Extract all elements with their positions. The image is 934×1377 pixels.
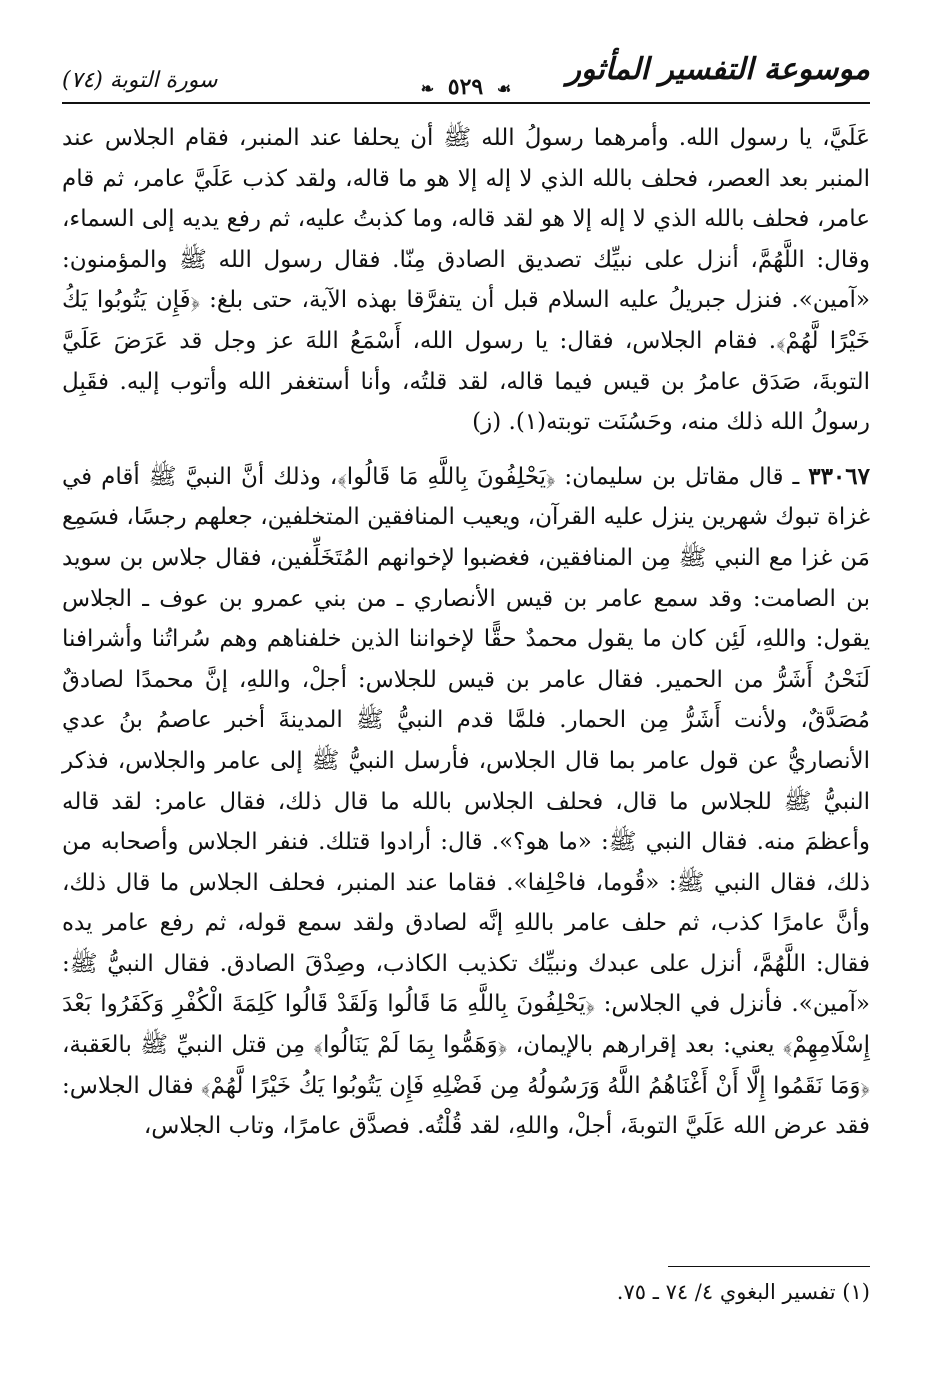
footnote: (١) تفسير البغوي ٤/ ٧٤ ـ ٧٥. <box>616 1280 870 1304</box>
surah-label: سورة التوبة (٧٤) <box>62 68 218 93</box>
hadith-number: ٣٣٠٦٧ <box>808 462 870 490</box>
main-text <box>62 118 870 1147</box>
book-title: موسوعة التفسير المأثور <box>566 52 870 87</box>
paragraph-2 <box>62 457 870 1147</box>
paragraph-2-text: ـ قال مقاتل بن سليمان: ﴿يَحْلِفُونَ بِاللَّهِ مَا قَالُوا﴾، وذلك أنَّ النبيَّ ﷺ أقام في غزاة تبوك شهرين ينزل عليه القرآن، ويعيب المنافقين المتخلفين، جعلهم رجسًا، فسَمِع مَن غزا مع النبي ﷺ مِن المنافقين، فغضبوا لإخوانهم المُتَخَلِّفين، فقال جلاس بن سويد بن الصامت: وقد سمع عامر بن قيس الأنصاري ـ من بني عمرو بن عوف ـ الجلاس يقول: واللهِ، لَئِن كان ما يقول محمدٌ حقًّا لإخواننا الذين خلفناهم وهم سُراتُنا وأشرافنا لَنَحْنُ أَشَرُّ من الحمير. فقال عامر بن قيس للجلاس: أجلْ، واللهِ، إنَّ محمدًا لصادقٌ مُصَدَّقٌ، ولأنت أَشَرُّ مِن الحمار. فلمَّا قدم النبيُّ ﷺ المدينةَ أخبر عاصمُ بنُ عدي الأنصاريُّ عن قول عامر بما قال الجلاس، فأرسل النبيُّ ﷺ إلى عامر والجلاس، فذكر النبيُّ ﷺ للجلاس ما قال، فحلف الجلاس بالله ما قال ذلك، فقال عامر: لقد قاله وأعظمَ منه. فقال النبي ﷺ: «ما هو؟». قال: أرادوا قتلك. فنفر الجلاس وأصحابه من ذلك، فقال النبي ﷺ: «قُوما، فاحْلِفا». فقاما عند المنبر، فحلف الجلاس ما قال ذلك، وأنَّ عامرًا كذب، ثم حلف عامر باللهِ إنَّه لصادق ولقد سمع قوله، ثم رفع عامر يده فقال: اللَّهُمَّ، أنزل على عبدك ونبيِّك تكذيب الكاذب، وصِدْقَ الصادق. فقال النبيُّ ﷺ: «آمين». فأنزل في الجلاس: ﴿يَحْلِفُونَ بِاللَّهِ مَا قَالُوا وَلَقَدْ قَالُوا كَلِمَةَ الْكُفْرِ وَكَفَرُوا بَعْدَ إِسْلَامِهِمْ﴾ يعني: بعد إقرارهم بالإيمان، ﴿وَهَمُّوا بِمَا لَمْ يَنَالُوا﴾ مِن قتل النبيِّ ﷺ بالعَقبة، ﴿وَمَا نَقَمُوا إِلَّا أَنْ أَغْنَاهُمُ اللَّهُ وَرَسُولُهُ مِن فَضْلِهِ فَإِن يَتُوبُوا يَكُ خَيْرًا لَّهُمْ﴾ فقال الجلاس: فقد عرض الله عَلَيَّ التوبةَ، أجلْ، واللهِ، لقد قُلْتُه. فصدَّق عامرًا، وتاب الجلاس، <box>62 463 870 1140</box>
header-divider <box>62 102 870 104</box>
paragraph-1: عَلَيَّ، يا رسول الله. وأمرهما رسولُ الله ﷺ أن يحلفا عند المنبر، فقام الجلاس عند المنبر بعد العصر، فحلف بالله الذي لا إله إلا هو ما قاله، ولقد كذب عَلَيَّ عامر، ثم قام عامر، فحلف بالله الذي لا إله إلا هو لقد قاله، وما كذبتُ عليه، ثم رفع يديه إلى السماء، وقال: اللَّهُمَّ، أنزل على نبيِّك تصديق الصادق مِنّا. فقال رسول الله ﷺ والمؤمنون: «آمين». فنزل جبريلُ عليه السلام قبل أن يتفرَّقا بهذه الآية، حتى بلغ: ﴿فَإِن يَتُوبُوا يَكُ خَيْرًا لَّهُمْ﴾. فقام الجلاس، فقال: يا رسول الله، أَسْمَعُ اللهَ عز وجل قد عَرَضَ عَلَيَّ التوبةَ، صَدَق عامرُ بن قيس فيما قاله، لقد قلتُه، وأنا أستغفر الله وأتوب إليه. فقَبِل رسولُ الله ذلك منه، وحَسُنَت توبته(١). (ز) <box>62 125 870 436</box>
page-header <box>62 50 870 112</box>
page-number: ٥٢٩ <box>447 74 484 100</box>
footnote-divider <box>668 1266 870 1267</box>
ornament-left-icon: ❧ <box>420 79 435 98</box>
ornament-right-icon: ☙ <box>496 79 512 98</box>
